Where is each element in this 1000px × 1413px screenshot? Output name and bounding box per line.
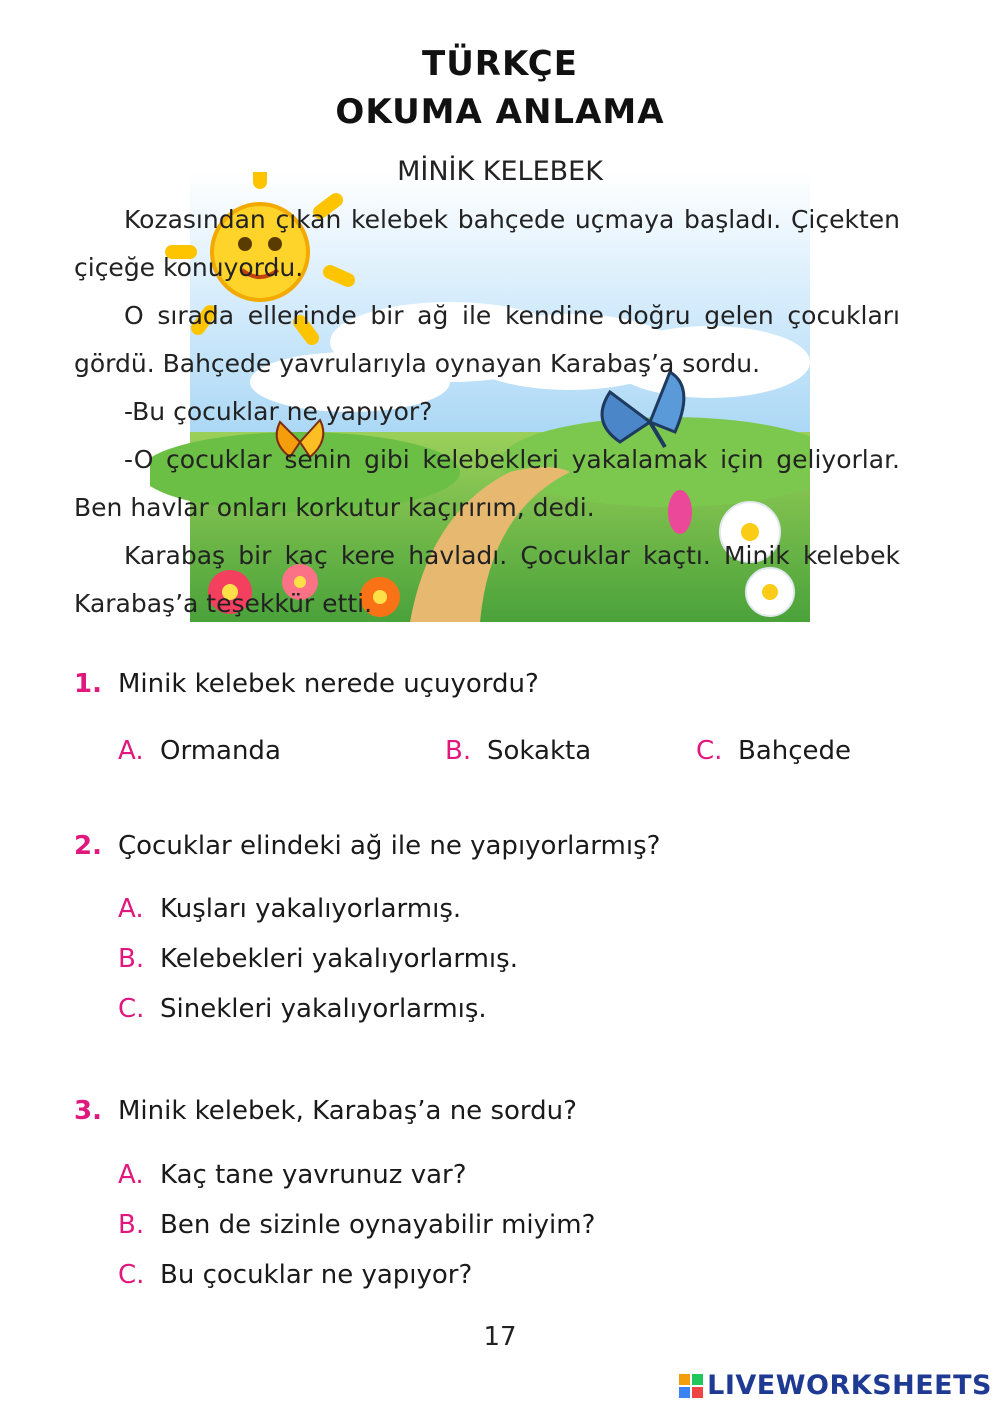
question-text: Minik kelebek, Karabaş’a ne sordu?: [118, 1096, 577, 1126]
option-c[interactable]: [696, 726, 851, 776]
question-number: 2.: [74, 831, 102, 861]
option-c[interactable]: [118, 984, 518, 1034]
story-paragraph: Karabaş bir kaç kere havladı. Çocuklar kaçtı. Minik kelebek Karabaş’a teşekkür etti.: [74, 541, 900, 618]
question-2-options: [118, 884, 518, 1034]
option-text: Kaç tane yavrunuz var?: [160, 1160, 467, 1190]
option-letter: C.: [696, 736, 723, 766]
option-text: Ben de sizinle oynayabilir miyim?: [160, 1210, 596, 1240]
question-text: Minik kelebek nerede uçuyordu?: [118, 669, 539, 699]
option-c[interactable]: [118, 1250, 595, 1300]
question-number: 3.: [74, 1096, 102, 1126]
story-text: [74, 196, 900, 628]
worksheet-subtitle: OKUMA ANLAMA: [335, 92, 665, 132]
option-text: Bahçede: [738, 736, 852, 766]
option-b[interactable]: [445, 726, 591, 776]
logo-blocks-icon: [679, 1374, 703, 1398]
story-paragraph: Kozasından çıkan kelebek bahçede uçmaya başladı. Çiçekten çiçeğe konuyordu.: [74, 205, 900, 282]
question-1: [74, 666, 934, 702]
story-title: MİNİK KELEBEK: [397, 156, 603, 187]
option-a[interactable]: [118, 726, 281, 776]
subject-title: TÜRKÇE: [422, 44, 578, 84]
option-letter: A.: [118, 894, 144, 924]
option-text: Sinekleri yakalıyorlarmış.: [160, 994, 487, 1024]
story-paragraph: O sırada ellerinde bir ağ ile kendine doğru gelen çocukları gördü. Bahçede yavrularıyla oynayan Karabaş’a sordu.: [74, 301, 900, 378]
worksheet-title: [0, 40, 1000, 136]
option-a[interactable]: [118, 1150, 595, 1200]
brand-text: LIVEWORKSHEETS: [707, 1370, 992, 1401]
option-text: Ormanda: [160, 736, 281, 766]
question-number: 1.: [74, 669, 102, 699]
option-text: Kuşları yakalıyorlarmış.: [160, 894, 462, 924]
story-paragraph: -Bu çocuklar ne yapıyor?: [124, 397, 433, 426]
option-letter: C.: [118, 1260, 145, 1290]
option-letter: A.: [118, 736, 144, 766]
question-3: [74, 1093, 934, 1129]
option-letter: B.: [118, 944, 145, 974]
page-number: 17: [483, 1322, 517, 1352]
option-text: Sokakta: [487, 736, 592, 766]
question-3-options: [118, 1150, 595, 1300]
option-letter: A.: [118, 1160, 144, 1190]
option-b[interactable]: [118, 1200, 595, 1250]
option-text: Bu çocuklar ne yapıyor?: [160, 1260, 473, 1290]
option-text: Kelebekleri yakalıyorlarmış.: [160, 944, 518, 974]
question-text: Çocuklar elindeki ağ ile ne yapıyorlarmış?: [118, 831, 661, 861]
option-b[interactable]: [118, 934, 518, 984]
option-a[interactable]: [118, 884, 518, 934]
option-letter: B.: [445, 736, 472, 766]
story-paragraph: -O çocuklar senin gibi kelebekleri yakalamak için geliyorlar. Ben havlar onları korkutur kaçırırım, dedi.: [74, 445, 900, 522]
brand-logo: [679, 1370, 992, 1401]
option-letter: B.: [118, 1210, 145, 1240]
option-letter: C.: [118, 994, 145, 1024]
question-2: [74, 828, 934, 864]
